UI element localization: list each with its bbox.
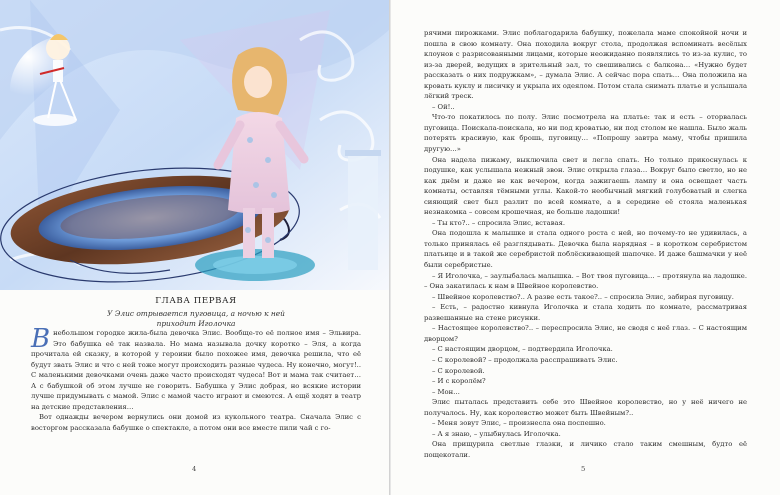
- chapter-subtitle-line-2: приходит Иголочка: [156, 319, 236, 328]
- paragraph: Она прищурила светлые глазки, и личико стало таким смешным, будто её пощекотали.: [424, 440, 747, 459]
- chapter-title: ГЛАВА ПЕРВАЯ: [155, 296, 237, 306]
- paragraph: – Швейное королевство?.. А разве есть такое?.. – спросила Элис, забирая пуговицу.: [432, 292, 734, 301]
- chapter-subtitle: [30, 309, 362, 329]
- page-number: 4: [192, 465, 197, 473]
- chapter-subtitle-line-1: У Элис отрывается пуговица, а ночью к ней: [107, 309, 285, 318]
- paragraph: – Я Иголочка, – заулыбалась малышка. – Вот твоя пуговица… – протянула на ладошке. – Она закатилась к нам в Швейное королевство.: [424, 271, 747, 291]
- paragraph: – Мон…: [432, 387, 460, 396]
- paragraph: – Ты кто?.. – спросила Элис, вставая.: [432, 218, 566, 227]
- chapter-illustration: [0, 0, 389, 290]
- paragraph: Вот однажды вечером вернулись они домой из кукольного театра. Сначала Элис с восторгом рассказала бабушке о спектакле, а потом они все вместе пили чай с го-: [31, 413, 361, 432]
- left-page-text: [31, 324, 361, 433]
- paragraph: – Меня зовут Элис, – произнесла она поспешно.: [432, 419, 606, 428]
- paragraph: – Есть, – радостно кивнула Иголочка и стала ходить по комнате, рассматривая развешанные на стене рисунки.: [424, 303, 747, 322]
- right-page: [391, 0, 780, 495]
- paragraph: – С настоящим дворцом, – подтвердила Иголочка.: [432, 345, 613, 354]
- paragraph: – Настоящее королевство?.. – переспросила Элис, не сводя с неё глаз. – С настоящим дворцом?: [424, 324, 747, 343]
- illustration-drawing: [0, 0, 389, 290]
- paragraph: Элис пыталась представить себе это Швейное королевство, но у неё ничего не получалось. Ну, как королевство может быть Швейным?..: [424, 398, 747, 417]
- paragraph: рячими пирожками. Элис поблагодарила бабушку, пожелала маме спокойной ночи и пошла в свою комнату. Она походила вокруг стола, продолжая вспоминать весёлых клоунов с разрисованными лицами, которые неожиданно появлялись то из-за кулис, то из-за дверей, ведущих в зрительный зал, то свешивались с балкона… «Нужно будет рассказать о них подружкам», – думала Элис. А сейчас пора спать… Она положила на кровать куклу и лисичку и укрыла их одеялом. Потом стала снимать платье и услышала лёгкий треск.: [424, 29, 747, 101]
- left-page: [0, 0, 389, 495]
- chapter-heading: [30, 296, 362, 329]
- page-number: 5: [581, 465, 586, 473]
- paragraph: – И с королём?: [432, 377, 486, 386]
- paragraph: Она надела пижаму, выключила свет и легла спать. Но только прикоснулась к подушке, как услышала нежный звон. Элис открыла глаза… Вокруг было светло, но не как днём и даже не как вечером, когда зажигаешь лампу и она освещает часть комнаты, оставляя тёмными углы. Какой-то необычный мягкий голубоватый и слегка сияющий свет был разлит по всей комнате, а в середине её стояла маленькая незнакомка – совсем крошечная, не больше ладошки!: [424, 155, 747, 217]
- drop-cap: В: [31, 324, 51, 354]
- paragraph: – Ой!..: [432, 102, 455, 111]
- paragraph: – С королевой? – продолжала расспрашивать Элис.: [432, 355, 618, 364]
- paragraph: – С королевой.: [432, 366, 485, 375]
- paragraph-text: небольшом городке жила-была девочка Элис. Вообще-то её полное имя – Эльвира. Это бабушка её так назвала. Но мама называла дочку коротко – Эля, а когда прочитала ей сказку, в которой у героини было похожее имя, девочка решила, что её будут звать Элис и что с ней тоже могут происходить разные чудеса. Ну конечно, могут!.. С маленькими девочками очень даже часто происходят чудеса! Вот и мама так считает… А с бабушкой об этом лучше не говорить. Бабушка у Элис добрая, но всякие истории лучше придумывать с мамой. Элис с мамой часто играют и смеются. А ещё ходят в театр на детские представления…: [31, 329, 361, 411]
- paragraph: [31, 324, 361, 412]
- paragraph: Что-то покатилось по полу. Элис посмотрела на платье: так и есть – оторвалась пуговица. Поискала-поискала, но ни под кроватью, ни под столом не нашла. Было жаль потерять красивую, как брошь, пуговицу… «Попрошу завтра маму, чтобы пришила другую…»: [424, 113, 747, 154]
- paragraph: – А я знаю, – улыбнулась Иголочка.: [432, 429, 561, 438]
- right-page-text: [424, 28, 747, 460]
- paragraph: Она подошла к малышке и стала одного роста с ней, но почему-то не удивилась, а только принялась её разглядывать. Девочка была нарядная – в коротком серебристом платьице и в такой же серебристой поблёскивающей шапочке. И даже башмачки у неё были серебристые.: [424, 229, 747, 270]
